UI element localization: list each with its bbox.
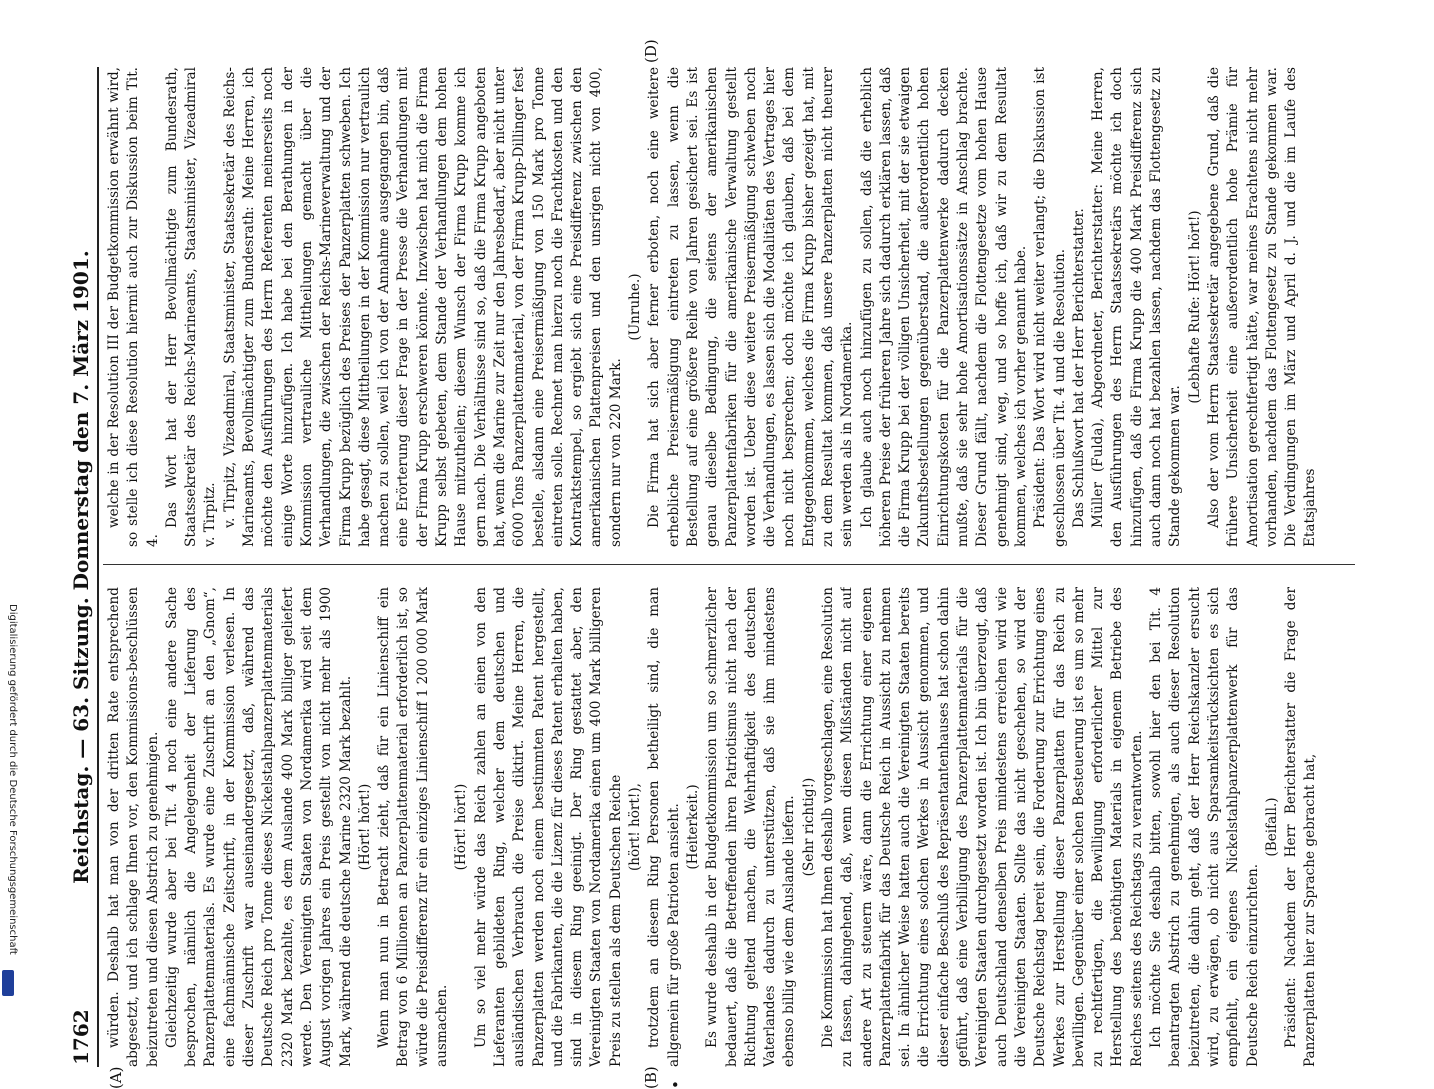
dfg-logo xyxy=(2,970,14,996)
paragraph: Um so viel mehr würde das Reich zahlen an einen von den Lieferanten gebildeten Ring, welcher dem deutschen und ausländischen Verbrauch die Preise diktirt. Meine Herren, die Panzerplatten werden noch einem bestimmten Patent hergestellt, und die Fabrikanten, die die Lizenz für dieses Patent erhalten haben, sind in diesem Ring geeinigt. Der Ring gestattet aber, den Vereinigten Staaten von Nordamerika einen um 400 Mark billigeren Preis zu stellen als dem Deutschen Reiche xyxy=(472,587,624,1067)
paragraph: Gleichzeitig wurde aber bei Tit. 4 noch eine andere Sache besprochen, nämlich die Angelegenheit der Lieferung des Panzerplattenmaterials. Es wurde eine Zuschrift an den „Gnom“, eine fachmännische Zeitschrift, in der Kommission verlesen. In dieser Zuschrift war auseinandergesetzt, daß, während das Deutsche Reich pro Tonne dieses Nickelstahlpanzerplattenmaterials 2320 Mark bezahlte, es dem Auslande 400 Mark billiger geliefert werde. Den Vereinigten Staaten von Nordamerika wird seit dem August vorigen Jahres ein Preis gestellt von nicht mehr als 1900 Mark, während die deutsche Marine 2320 Mark bezahlt. xyxy=(163,587,354,1067)
paragraph: (Unruhe.) xyxy=(627,273,644,341)
margin-mark-a: (A) xyxy=(107,1066,125,1089)
column-divider xyxy=(103,564,1355,565)
paragraph: Präsident: Nachdem der Herr Berichterstatter die Frage der Panzerplatten hier zur Sprache gebracht hat, xyxy=(1283,587,1319,1067)
margin-mark-d: (D) xyxy=(642,39,660,63)
margin-mark-b: (B) xyxy=(642,1066,660,1089)
paragraph: Das Schlußwort hat der Herr Berichterstatter. xyxy=(1070,208,1087,528)
left-text-column xyxy=(105,587,1355,1067)
paragraph: Müller (Fulda), Abgeordneter, Berichterstatter: Meine Herren, den Ausführungen des Herrn Staatssekretärs möchte ich doch hinzufügen, daß die Firma Krupp die 400 Mark Preisdifferenz sich auch dann noch hat bezahlen lassen, nachdem das Flottengesetz zu Stande gekommen war. xyxy=(1090,67,1184,547)
right-text-column xyxy=(105,67,1355,547)
paragraph: v. Tirpitz, Vizeadmiral, Staatsminister, Staatssekretär des Reichs-Marineamts, Bevollmächtigter zum Bundesrath: Meine Herren, ich möchte den Ausführungen des Herrn Referenten meinerseits noch einige Worte hinzufügen. Ich habe bei den Berathungen in der Kommission vertrauliche Mittheilungen gemacht über die Verhandlungen, die zwischen der Reichs-Marineverwaltung und der Firma Krupp bezüglich des Preises der Panzerplatten schweben. Ich habe gesagt, diese Mittheilungen in der Kommission nur vertraulich machen zu sollen, weil ich von der Annahme ausgegangen bin, daß eine Erörterung dieser Frage in der Presse die Verhandlungen mit der Firma Krupp erschweren könnte. Inzwischen hat mich die Firma Krupp selbst gebeten, dem Stande der Verhandlungen dem hohen Hause mitzutheilen; diesem Wunsch der Firma Krupp komme ich gern nach. Die Verhältnisse sind so, daß die Firma Krupp angeboten hat, wenn die Marine zur Zeit nur den Jahresbedarf, aber nicht unter 6000 Tons Panzerplattenmaterial, von der Firma Krupp-Dillinger fest bestelle, alsdann eine Preisermäßigung von 150 Mark pro Tonne eintreten solle. Rechnet man hierzu noch die Frachtkosten und den Kontraktstempel, so ergiebt sich eine Preisdifferenz zwischen den amerikanischen Plattenpreisen und den unsrigen nicht von 400, sondern nur von 220 Mark. xyxy=(221,67,624,547)
paragraph: Präsident: Das Wort wird nicht weiter verlangt; die Diskussion ist geschlossen über Tit. 4 und die Resolution. xyxy=(1032,67,1068,547)
paragraph: Die Kommission hat Ihnen deshalb vorgeschlagen, eine Resolution zu fassen, dahingehend, daß, wenn diesen Mißständen nicht auf andere Art zu steuern wäre, dann die Errichtung einer eigenen Panzerplattenfabrik für das Deutsche Reich in Aussicht zu nehmen sei. In ähnlicher Weise hatten auch die Vereinigten Staaten bereits die Errichtung eines solchen Werkes in Aussicht genommen, und dieser einfache Beschluß des Repräsentantenhauses hat schon dahin geführt, daß eine Verbilligung des Panzerplattenmaterials für die Vereinigten Staaten durchgesetzt worden ist. Ich bin überzeugt, daß auch Deutschland denselben Preis mindestens erreichen wird wie die Vereinigten Staaten. Sollte das nicht geschehen, so wird der Deutsche Reichstag bereit sein, die Forderung zur Errichtung eines Werkes zur Herstellung dieser Panzerplatten für das Reich zu bewilligen. Gegenüber einer solchen Besteuerung ist es um so mehr zu rechtfertigen, die Bewilligung erforderlicher Mittel zur Herstellung des benöthigten Materials in eigenem Betriebe des Reiches seitens des Reichstags zu verantworten. xyxy=(819,587,1145,1067)
paragraph: würden. Deshalb hat man von der dritten Rate entsprechend abgesetzt, und ich schlage Ihnen vor, den Kommissions-beschlüssen beizutreten und diesen Abstrich zu genehmigen. xyxy=(106,587,161,1067)
running-header xyxy=(67,67,99,1067)
paragraph: welche in der Resolution III der Budgetkommission erwähnt wird, so stelle ich diese Resolution hiermit auch zur Diskussion beim Tit. 4. xyxy=(106,67,161,547)
paragraph: (Beifall.) xyxy=(1263,797,1280,857)
paragraph: Ich möchte Sie deshalb bitten, sowohl hier den bei Tit. 4 beantragten Abstrich zu genehmigen, als auch dieser Resolution beizutreten, die dahin geht, daß der Herr Reichskanzler ersucht wird, zu erwägen, ob nicht aus Sparsamkeitsrücksichten es sich empfiehlt, ein eigenes Nickelstahlpanzerplattenwerk für das Deutsche Reich einzurichten. xyxy=(1148,587,1261,1067)
paragraph: (Heiterkeit.) xyxy=(684,784,701,870)
page-title: Reichstag. — 63. Sitzung. Donnerstag den 7. März 1901. xyxy=(69,250,93,884)
digitization-credit: Digitalisierung gefördert durch die Deutsche Forschungsgemeinschaft xyxy=(7,604,18,955)
paragraph: (Lebhafte Rufe: Hört! hört!) xyxy=(1186,210,1203,404)
paragraph: trotzdem an diesem Ring Personen betheiligt sind, die man allgemein für große Patrioten ansieht. xyxy=(646,587,682,1067)
paragraph: Das Wort hat der Herr Bevollmächtigte zum Bundesrath, Staatssekretär des Reichs-Marineamts, Staatsminister, Vizeadmiral v. Tirpitz. xyxy=(163,67,219,547)
paragraph: Ich glaube auch noch hinzufügen zu sollen, daß die erheblich höheren Preise der früheren Jahre sich dadurch erklären lassen, daß die Firma Krupp bei der völligen Unsicherheit, mit der sie etwaigen Zukunftsbestellungen gegenüberstand, die außerordentlich hohen Einrichtungskosten für die Panzerplattenwerke dadurch decken mußte, daß sie sehr hohe Amortisationssätze in Anschlag brachte. Dieser Grund fällt, nachdem die Flottengesetze vom hohen Hause genehmigt sind, weg, und so hoffe ich, daß wir zu dem Resultat kommen, welches ich vorher genannt habe. xyxy=(858,67,1029,547)
paragraph: Die Firma hat sich aber ferner erboten, noch eine weitere erhebliche Preisermäßigung eintreten zu lassen, wenn die Bestellung auf eine größere Reihe von Jahren gesichert sei. Es ist genau dieselbe Bedingung, die seitens der amerikanischen Panzerplattenfabriken für die amerikanische Verwaltung gestellt worden ist. Ueber diese weitere Preisermäßigung schweben noch die Verhandlungen, es lassen sich die Modalitäten des Vertrages hier noch nicht besprechen; doch möchte ich glauben, daß bei dem Entgegenkommen, welches die Firma Krupp bisher gezeigt hat, mit zu dem Resultat kommen, daß unsere Panzerplatten nicht theurer sein werden als in Nordamerika. xyxy=(646,67,856,547)
paragraph: Wenn man nun in Betracht zieht, daß für ein Linienschiff ein Betrag von 6 Millionen an Panzerplattenmaterial erforderlich ist, so würde die Preisdifferenz für ein einziges Linienschiff 1 200 000 Mark ausmachen. xyxy=(376,587,451,1067)
paragraph: (Hört! hört!) xyxy=(453,783,470,871)
page-number: 1762 xyxy=(69,1009,93,1065)
paragraph: Also der vom Herrn Staatssekretär angegebene Grund, daß die frühere Unsicherheit eine außerordentlich hohe Prämie für Amortisation gerechtfertigt hätte, war meines Erachtens nicht mehr vorhanden, nachdem das Flottengesetz zu Stande gekommen war. Die Verdingungen im März und April d. J. und die im Laufe des Etatsjahres xyxy=(1205,67,1319,547)
margin-bullet: • xyxy=(667,1080,685,1089)
rotated-document-page xyxy=(67,39,1367,1089)
paragraph: (hört! hört!), xyxy=(627,783,644,871)
paragraph: (Sehr richtig!) xyxy=(800,777,817,877)
paragraph: (Hört! hört!) xyxy=(356,783,373,871)
paragraph: Es wurde deshalb in der Budgetkommission um so schmerzlicher bedauert, daß die Betreffenden ihren Patriotismus nicht nach der Richtung geltend machen, die Wehrhaftigkeit des deutschen Vaterlandes dadurch zu unterstützen, daß sie ihm mindestens ebenso billig wie dem Auslande liefern. xyxy=(704,587,798,1067)
